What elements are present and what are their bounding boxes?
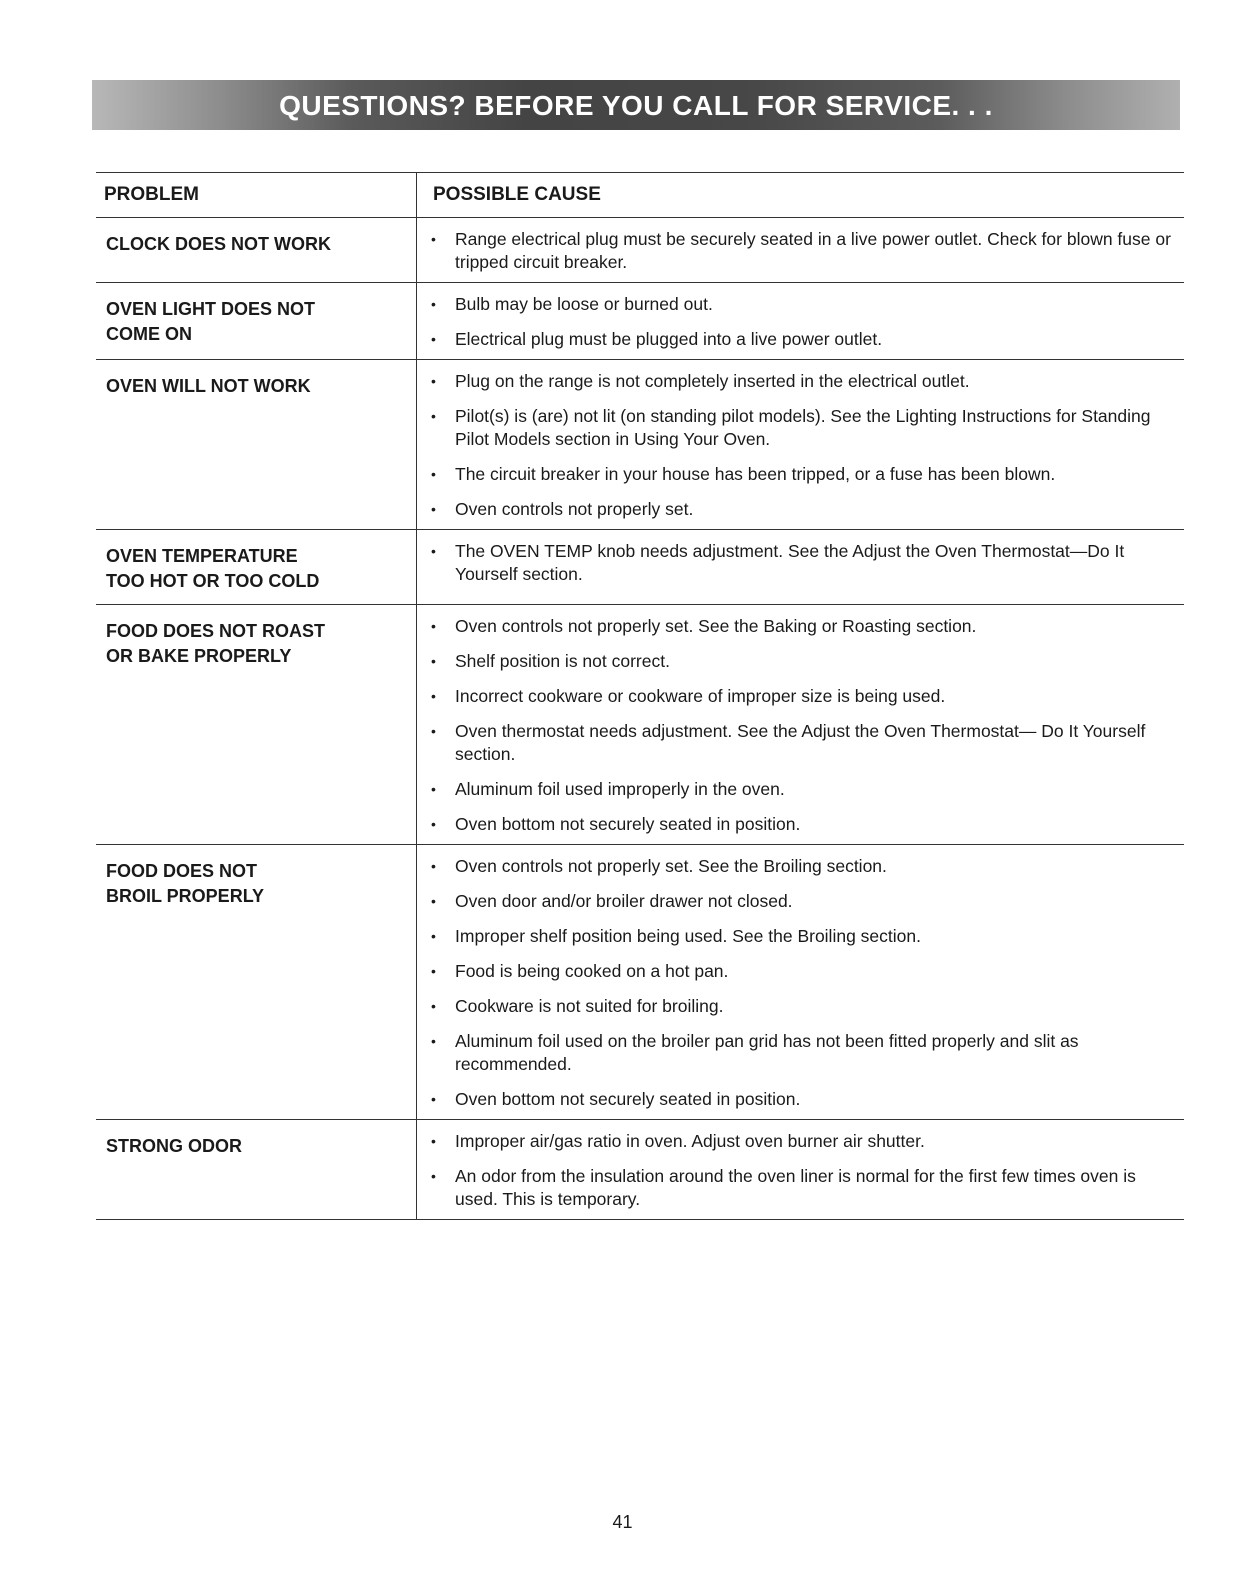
list-item: [431, 293, 1174, 316]
cause-text: Oven door and/or broiler drawer not closed.: [455, 891, 793, 911]
cause-text: The circuit breaker in your house has been tripped, or a fuse has been blown.: [455, 464, 1056, 484]
cause-text: Pilot(s) is (are) not lit (on standing pilot models). See the Lighting Instructions for Standing Pilot Models section in Using Your Oven.: [455, 406, 1151, 449]
cause-list: [431, 228, 1174, 274]
bullet-icon: •: [431, 963, 436, 979]
list-item: [431, 960, 1174, 983]
banner-title: QUESTIONS? BEFORE YOU CALL FOR SERVICE. . .: [279, 90, 993, 121]
list-item: [431, 925, 1174, 948]
problem-cell: CLOCK DOES NOT WORK: [106, 234, 331, 254]
list-item: [431, 685, 1174, 708]
problem-cell: FOOD DOES NOT ROAST OR BAKE PROPERLY: [106, 621, 326, 666]
table-row: [96, 218, 1184, 283]
cause-text: An odor from the insulation around the oven liner is normal for the first few times oven is used. This is temporary.: [455, 1166, 1136, 1209]
cause-cell: [416, 360, 1184, 529]
cause-text: Oven thermostat needs adjustment. See the Adjust the Oven Thermostat— Do It Yourself section.: [455, 721, 1146, 764]
table-row: [96, 1120, 1184, 1220]
problem-cell: OVEN TEMPERATURE TOO HOT OR TOO COLD: [106, 546, 320, 591]
cause-list: [431, 855, 1174, 1111]
bullet-icon: •: [431, 893, 436, 909]
table-row: [96, 605, 1184, 845]
cause-text: Aluminum foil used improperly in the oven.: [455, 779, 785, 799]
list-item: [431, 1088, 1174, 1111]
bullet-icon: •: [431, 543, 436, 559]
list-item: [431, 498, 1174, 521]
cause-text: Oven bottom not securely seated in position.: [455, 1089, 801, 1109]
cause-text: The OVEN TEMP knob needs adjustment. See the Adjust the Oven Thermostat—Do It Yourself section.: [455, 541, 1125, 584]
bullet-icon: •: [431, 723, 436, 739]
bullet-icon: •: [431, 1133, 436, 1149]
cause-cell: [416, 530, 1184, 604]
table-body: [96, 218, 1184, 1220]
list-item: [431, 890, 1174, 913]
cause-text: Oven controls not properly set. See the Broiling section.: [455, 856, 887, 876]
bullet-icon: •: [431, 373, 436, 389]
list-item: [431, 370, 1174, 393]
cause-text: Oven bottom not securely seated in position.: [455, 814, 801, 834]
page-number: 41: [612, 1512, 633, 1532]
bullet-icon: •: [431, 688, 436, 704]
cause-column-header: POSSIBLE CAUSE: [416, 173, 1184, 217]
cause-text: Shelf position is not correct.: [455, 651, 670, 671]
cause-text: Aluminum foil used on the broiler pan grid has not been fitted properly and slit as recommended.: [455, 1031, 1079, 1074]
table-header-row: [96, 172, 1184, 218]
cause-list: [431, 293, 1174, 351]
bullet-icon: •: [431, 408, 436, 424]
bullet-icon: •: [431, 858, 436, 874]
bullet-icon: •: [431, 501, 436, 517]
list-item: [431, 1030, 1174, 1076]
table-row: [96, 360, 1184, 530]
bullet-icon: •: [431, 466, 436, 482]
bullet-icon: •: [431, 1091, 436, 1107]
troubleshooting-table: [96, 172, 1184, 1220]
bullet-icon: •: [431, 1168, 436, 1184]
list-item: [431, 540, 1174, 586]
bullet-icon: •: [431, 998, 436, 1014]
cause-list: [431, 615, 1174, 836]
problem-cell: OVEN WILL NOT WORK: [106, 376, 311, 396]
section-banner: [92, 80, 1180, 130]
bullet-icon: •: [431, 653, 436, 669]
bullet-icon: •: [431, 1033, 436, 1049]
cause-list: [431, 540, 1174, 586]
cause-text: Improper air/gas ratio in oven. Adjust oven burner air shutter.: [455, 1131, 925, 1151]
list-item: [431, 615, 1174, 638]
problem-cell: STRONG ODOR: [106, 1136, 243, 1156]
bullet-icon: •: [431, 231, 436, 247]
bullet-icon: •: [431, 618, 436, 634]
list-item: [431, 813, 1174, 836]
table-row: [96, 283, 1184, 360]
cause-text: Bulb may be loose or burned out.: [455, 294, 713, 314]
problem-cell: OVEN LIGHT DOES NOT COME ON: [106, 299, 316, 344]
cause-text: Range electrical plug must be securely seated in a live power outlet. Check for blown fuse or tripped circuit breaker.: [455, 229, 1171, 272]
bullet-icon: •: [431, 816, 436, 832]
problem-cell: FOOD DOES NOT BROIL PROPERLY: [106, 861, 265, 906]
cause-text: Incorrect cookware or cookware of improper size is being used.: [455, 686, 946, 706]
cause-list: [431, 1130, 1174, 1211]
list-item: [431, 228, 1174, 274]
problem-column-header: PROBLEM: [104, 184, 199, 205]
list-item: [431, 1130, 1174, 1153]
cause-text: Food is being cooked on a hot pan.: [455, 961, 729, 981]
bullet-icon: •: [431, 928, 436, 944]
table-row: [96, 845, 1184, 1120]
list-item: [431, 855, 1174, 878]
list-item: [431, 650, 1174, 673]
table-row: [96, 530, 1184, 605]
cause-cell: [416, 283, 1184, 359]
list-item: [431, 328, 1174, 351]
bullet-icon: •: [431, 331, 436, 347]
list-item: [431, 778, 1174, 801]
cause-cell: [416, 218, 1184, 282]
cause-text: Cookware is not suited for broiling.: [455, 996, 724, 1016]
cause-list: [431, 370, 1174, 521]
cause-text: Plug on the range is not completely inserted in the electrical outlet.: [455, 371, 970, 391]
list-item: [431, 463, 1174, 486]
bullet-icon: •: [431, 781, 436, 797]
cause-cell: [416, 845, 1184, 1119]
bullet-icon: •: [431, 296, 436, 312]
cause-cell: [416, 1120, 1184, 1219]
list-item: [431, 995, 1174, 1018]
cause-text: Oven controls not properly set. See the Baking or Roasting section.: [455, 616, 977, 636]
list-item: [431, 1165, 1174, 1211]
list-item: [431, 720, 1174, 766]
cause-text: Oven controls not properly set.: [455, 499, 694, 519]
cause-text: Electrical plug must be plugged into a live power outlet.: [455, 329, 883, 349]
cause-cell: [416, 605, 1184, 844]
list-item: [431, 405, 1174, 451]
cause-text: Improper shelf position being used. See the Broiling section.: [455, 926, 921, 946]
